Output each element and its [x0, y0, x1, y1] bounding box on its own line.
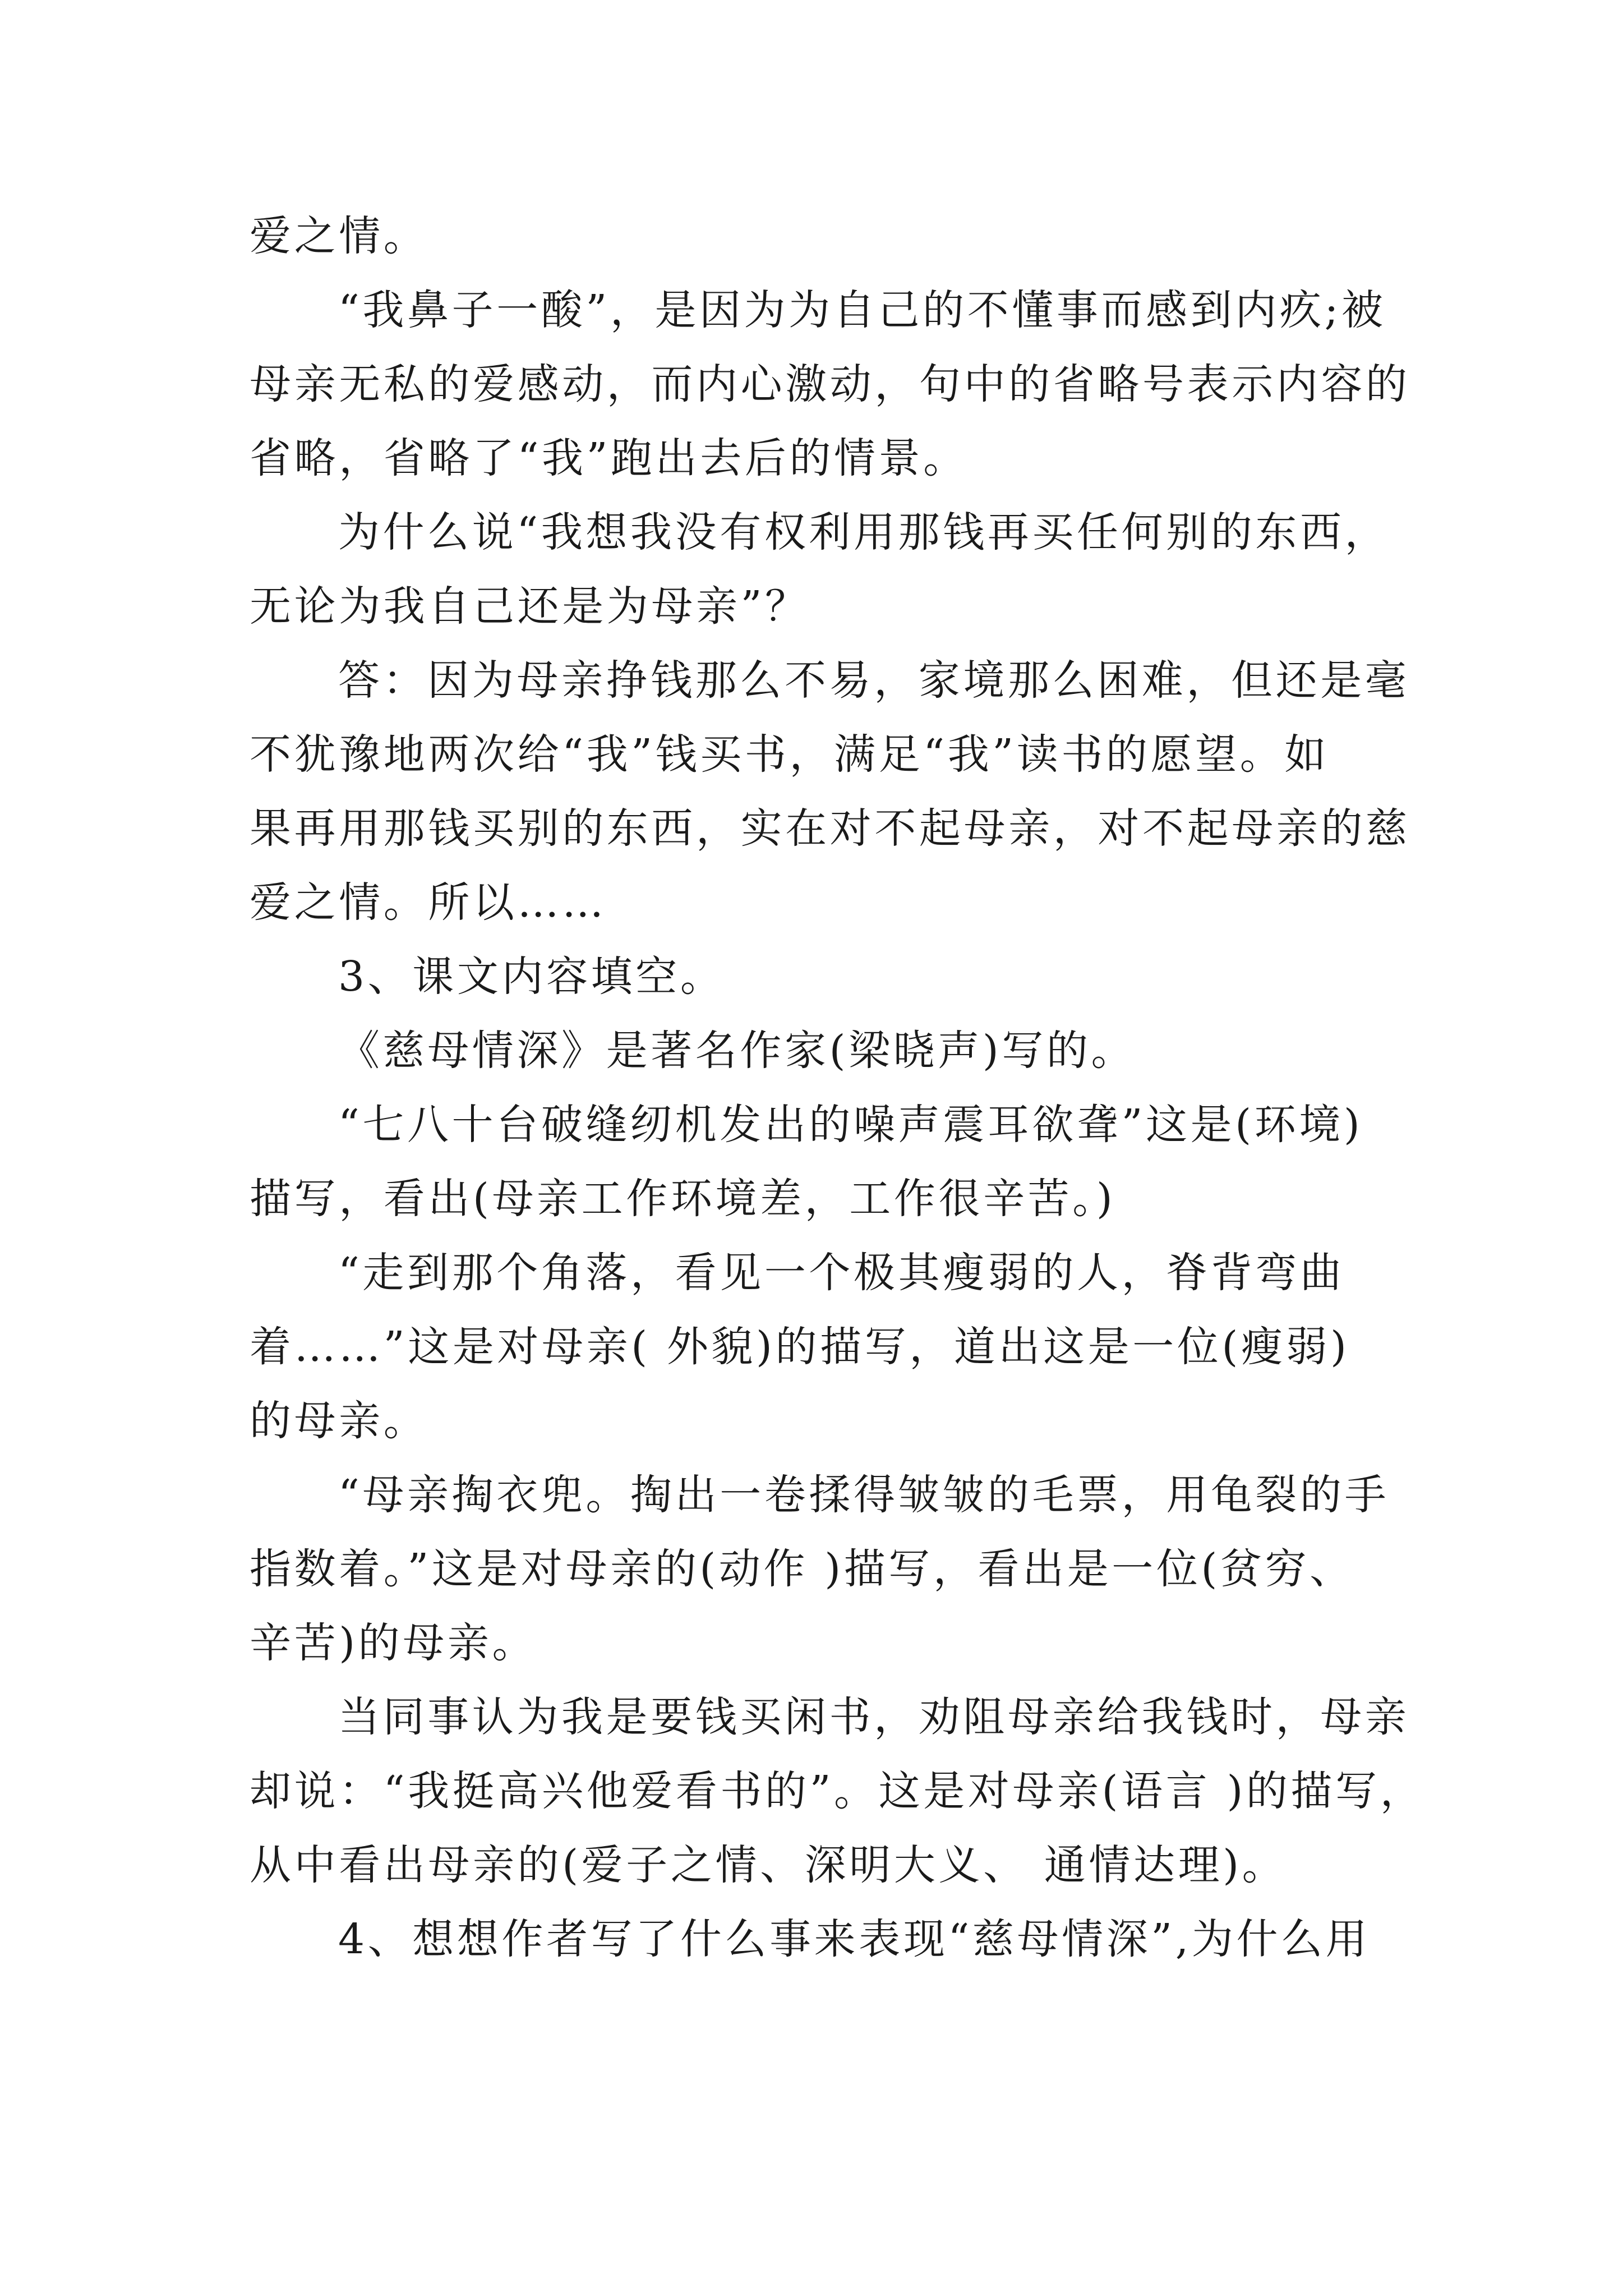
text-line: 果再用那钱买别的东西，实在对不起母亲，对不起母亲的慈 [250, 804, 1410, 853]
text-line: “我鼻子一酸”，是因为为自己的不懂事而感到内疚;被 [338, 286, 1386, 334]
text-line: 无论为我自己还是为母亲”？ [250, 582, 810, 631]
text-line: 省略，省略了“我”跑出去后的情景。 [250, 434, 968, 482]
text-line: 答：因为母亲挣钱那么不易，家境那么困难，但还是毫 [338, 656, 1410, 705]
document-body [250, 199, 1425, 1976]
text-line: 着……”这是对母亲( 外貌)的描写，道出这是一位(瘦弱) [250, 1323, 1350, 1371]
text-line: 指数着。”这是对母亲的(动作 )描写，看出是一位(贫穷、 [250, 1545, 1354, 1593]
text-line: “走到那个角落，看见一个极其瘦弱的人，脊背弯曲 [338, 1249, 1345, 1297]
text-line: “七八十台破缝纫机发出的噪声震耳欲聋”这是(环境) [338, 1101, 1363, 1149]
text-line: 爱之情。 [250, 212, 428, 260]
text-line: 为什么说“我想我没有权利用那钱再买任何别的东西， [338, 508, 1390, 556]
text-line: 的母亲。 [250, 1397, 428, 1445]
text-line: 《慈母情深》是著名作家(梁晓声)写的。 [338, 1027, 1136, 1075]
text-line: 却说：“我挺高兴他爱看书的”。这是对母亲(语言 )的描写， [250, 1767, 1425, 1815]
text-line: 当同事认为我是要钱买闲书，劝阻母亲给我钱时，母亲 [338, 1693, 1410, 1741]
text-line: 从中看出母亲的(爱子之情、深明大义、 通情达理)。 [250, 1841, 1287, 1889]
text-line: “母亲掏衣兜。掏出一卷揉得皱皱的毛票，用龟裂的手 [338, 1471, 1390, 1519]
text-line: 4、想想作者写了什么事来表现“慈母情深”,为什么用 [338, 1915, 1371, 1963]
text-line: 不犹豫地两次给“我”钱买书，满足“我”读书的愿望。如 [250, 730, 1329, 779]
text-line: 描写，看出(母亲工作环境差，工作很辛苦。) [250, 1175, 1116, 1223]
text-line: 辛苦)的母亲。 [250, 1619, 537, 1667]
text-line: 3、课文内容填空。 [338, 953, 725, 1001]
text-line: 母亲无私的爱感动，而内心激动，句中的省略号表示内容的 [250, 360, 1410, 408]
text-line: 爱之情。所以…… [250, 878, 607, 927]
